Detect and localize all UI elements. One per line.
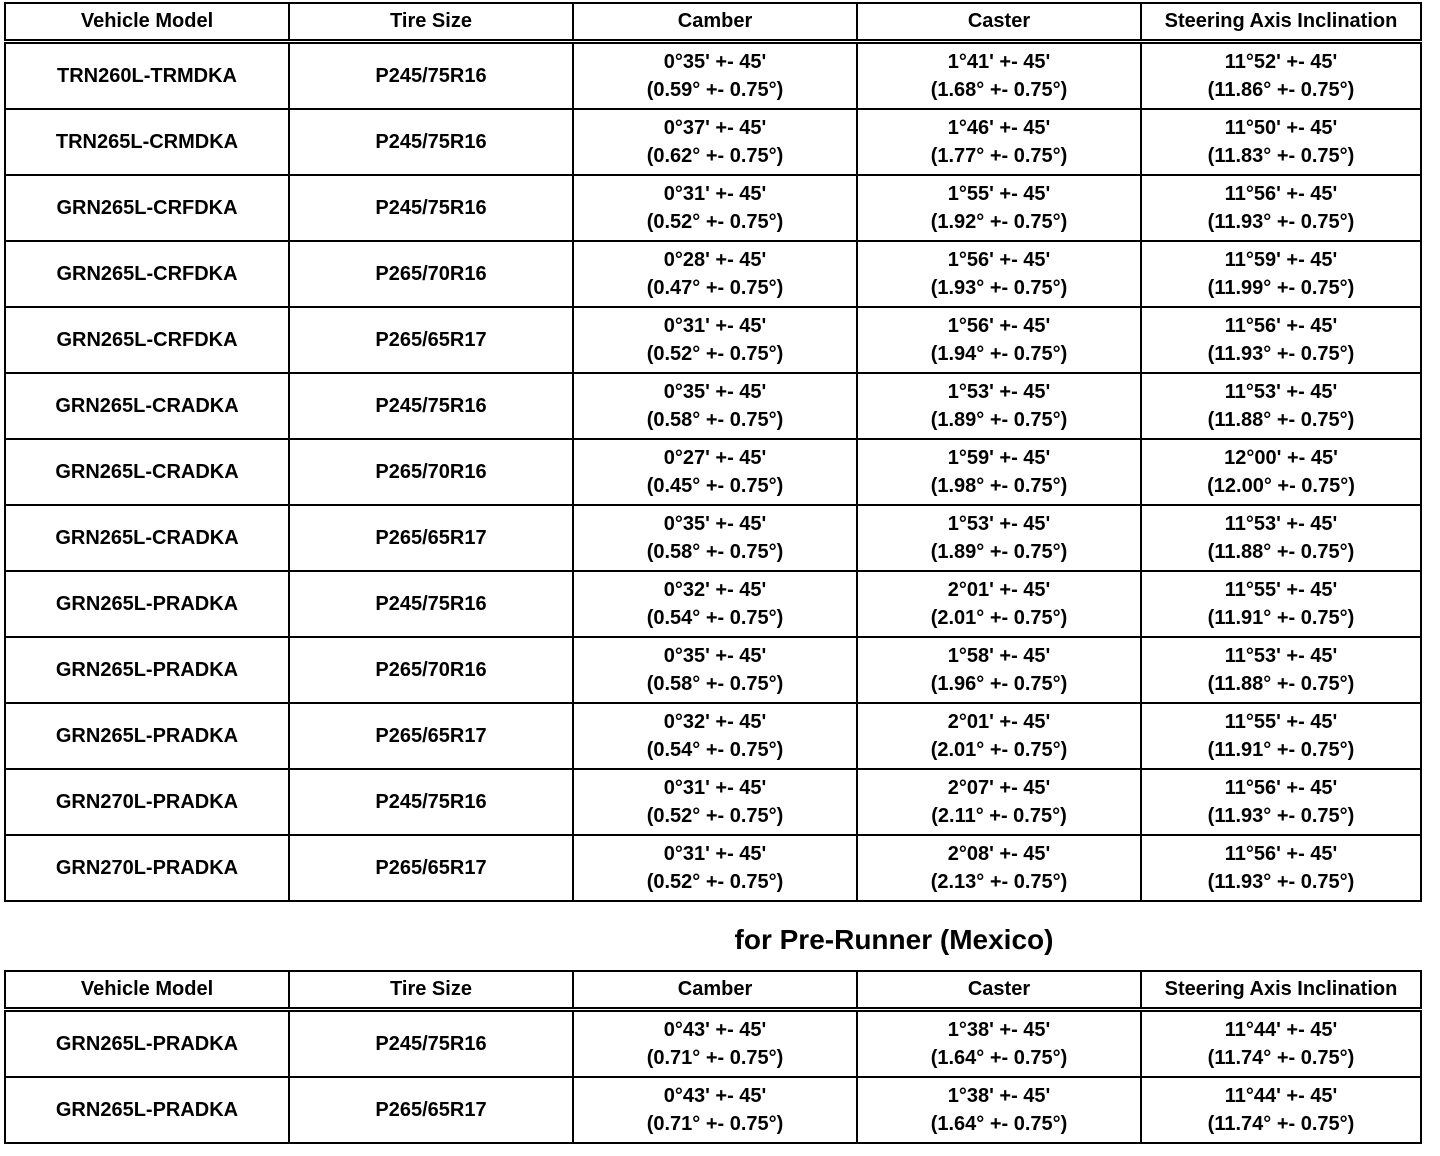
caster-decimal-degrees: (1.89° +- 0.75°) [930,541,1068,563]
sai-degrees-minutes: 11°59' +- 45' [1224,249,1338,271]
sai-decimal-degrees: (11.91° +- 0.75°) [1207,607,1355,629]
cell-tire-size: P265/70R16 [289,241,573,307]
camber-degrees-minutes: 0°35' +- 45' [663,513,767,535]
sai-degrees-minutes: 11°44' +- 45' [1224,1085,1338,1107]
caster-degrees-minutes: 1°56' +- 45' [947,315,1051,337]
header-caster: Caster [857,971,1141,1010]
cell-tire-size: P265/65R17 [289,1077,573,1143]
caster-degrees-minutes: 2°08' +- 45' [947,843,1051,865]
header-tire-size: Tire Size [289,3,573,42]
cell-tire-size: P245/75R16 [289,769,573,835]
caster-decimal-degrees: (1.96° +- 0.75°) [930,673,1068,695]
sai-decimal-degrees: (11.88° +- 0.75°) [1207,541,1355,563]
cell-tire-size: P245/75R16 [289,109,573,175]
header-vehicle-model: Vehicle Model [5,971,289,1010]
table-row [5,1010,1421,1078]
sai-degrees-minutes: 11°53' +- 45' [1224,645,1338,667]
cell-vehicle-model: GRN265L-PRADKA [5,571,289,637]
sai-decimal-degrees: (11.91° +- 0.75°) [1207,739,1355,761]
camber-degrees-minutes: 0°32' +- 45' [663,711,767,733]
cell-caster [857,1077,1141,1143]
camber-degrees-minutes: 0°43' +- 45' [663,1019,767,1041]
caster-decimal-degrees: (2.01° +- 0.75°) [930,739,1068,761]
camber-degrees-minutes: 0°37' +- 45' [663,117,767,139]
caster-degrees-minutes: 1°59' +- 45' [947,447,1051,469]
cell-vehicle-model: GRN265L-CRADKA [5,505,289,571]
caster-degrees-minutes: 2°01' +- 45' [947,711,1051,733]
table-header-row [5,971,1421,1010]
table-body [5,1010,1421,1144]
cell-vehicle-model: GRN265L-PRADKA [5,1010,289,1078]
cell-tire-size: P245/75R16 [289,1010,573,1078]
caster-degrees-minutes: 1°55' +- 45' [947,183,1051,205]
header-caster: Caster [857,3,1141,42]
camber-degrees-minutes: 0°35' +- 45' [663,51,767,73]
caster-decimal-degrees: (1.93° +- 0.75°) [930,277,1068,299]
sai-decimal-degrees: (11.93° +- 0.75°) [1207,211,1355,233]
header-camber: Camber [573,971,857,1010]
camber-decimal-degrees: (0.52° +- 0.75°) [646,211,784,233]
cell-tire-size: P265/65R17 [289,307,573,373]
camber-decimal-degrees: (0.52° +- 0.75°) [646,805,784,827]
cell-vehicle-model: GRN265L-CRFDKA [5,241,289,307]
cell-steering-axis-inclination [1141,1010,1421,1078]
sai-degrees-minutes: 11°53' +- 45' [1224,513,1338,535]
sai-decimal-degrees: (11.93° +- 0.75°) [1207,871,1355,893]
pre-runner-mexico-spec-table [4,970,1422,1144]
caster-degrees-minutes: 1°56' +- 45' [947,249,1051,271]
camber-decimal-degrees: (0.54° +- 0.75°) [646,607,784,629]
sai-degrees-minutes: 11°52' +- 45' [1224,51,1338,73]
cell-tire-size: P265/65R17 [289,505,573,571]
cell-vehicle-model: GRN265L-CRFDKA [5,175,289,241]
caster-degrees-minutes: 1°53' +- 45' [947,381,1051,403]
cell-tire-size: P265/65R17 [289,703,573,769]
camber-degrees-minutes: 0°31' +- 45' [663,183,767,205]
cell-camber [573,1010,857,1078]
cell-tire-size: P245/75R16 [289,571,573,637]
sai-degrees-minutes: 11°55' +- 45' [1224,579,1338,601]
sai-decimal-degrees: (11.83° +- 0.75°) [1207,145,1355,167]
sai-degrees-minutes: 11°56' +- 45' [1224,843,1338,865]
camber-decimal-degrees: (0.54° +- 0.75°) [646,739,784,761]
camber-decimal-degrees: (0.71° +- 0.75°) [646,1113,784,1135]
cell-vehicle-model: GRN265L-PRADKA [5,1077,289,1143]
camber-decimal-degrees: (0.58° +- 0.75°) [646,673,784,695]
camber-decimal-degrees: (0.47° +- 0.75°) [646,277,784,299]
caster-decimal-degrees: (2.01° +- 0.75°) [930,607,1068,629]
sai-decimal-degrees: (11.93° +- 0.75°) [1207,343,1355,365]
cell-vehicle-model: GRN265L-CRADKA [5,439,289,505]
camber-decimal-degrees: (0.59° +- 0.75°) [646,79,784,101]
camber-decimal-degrees: (0.58° +- 0.75°) [646,541,784,563]
camber-decimal-degrees: (0.52° +- 0.75°) [646,343,784,365]
caster-decimal-degrees: (1.68° +- 0.75°) [930,79,1068,101]
camber-degrees-minutes: 0°43' +- 45' [663,1085,767,1107]
cell-caster [857,1010,1141,1078]
camber-degrees-minutes: 0°35' +- 45' [663,645,767,667]
sai-degrees-minutes: 11°55' +- 45' [1224,711,1338,733]
cell-vehicle-model: TRN260L-TRMDKA [5,42,289,110]
camber-decimal-degrees: (0.71° +- 0.75°) [646,1047,784,1069]
cell-vehicle-model: GRN265L-PRADKA [5,703,289,769]
cell-vehicle-model: GRN270L-PRADKA [5,835,289,901]
caster-decimal-degrees: (2.13° +- 0.75°) [930,871,1068,893]
cell-tire-size: P245/75R16 [289,175,573,241]
caster-degrees-minutes: 1°38' +- 45' [947,1019,1051,1041]
cell-tire-size: P245/75R16 [289,42,573,110]
caster-degrees-minutes: 1°46' +- 45' [947,117,1051,139]
sai-decimal-degrees: (11.86° +- 0.75°) [1207,79,1355,101]
cell-vehicle-model: GRN270L-PRADKA [5,769,289,835]
header-tire-size: Tire Size [289,971,573,1010]
section-caption: for Pre-Runner (Mexico) [734,924,1054,955]
cell-steering-axis-inclination [1141,1077,1421,1143]
caster-decimal-degrees: (1.64° +- 0.75°) [930,1113,1068,1135]
camber-degrees-minutes: 0°31' +- 45' [663,843,767,865]
header-steering-axis-inclination: Steering Axis Inclination [1141,971,1421,1010]
caster-degrees-minutes: 1°38' +- 45' [947,1085,1051,1107]
sai-decimal-degrees: (11.93° +- 0.75°) [1207,805,1355,827]
header-vehicle-model: Vehicle Model [5,3,289,42]
sai-decimal-degrees: (11.74° +- 0.75°) [1207,1047,1355,1069]
camber-decimal-degrees: (0.58° +- 0.75°) [646,409,784,431]
header-steering-axis-inclination: Steering Axis Inclination [1141,3,1421,42]
camber-degrees-minutes: 0°31' +- 45' [663,315,767,337]
caster-decimal-degrees: (1.77° +- 0.75°) [930,145,1068,167]
caster-degrees-minutes: 1°53' +- 45' [947,513,1051,535]
caster-decimal-degrees: (1.98° +- 0.75°) [930,475,1068,497]
sai-decimal-degrees: (11.88° +- 0.75°) [1207,673,1355,695]
sai-degrees-minutes: 11°56' +- 45' [1224,183,1338,205]
cell-tire-size: P265/70R16 [289,637,573,703]
camber-decimal-degrees: (0.52° +- 0.75°) [646,871,784,893]
camber-degrees-minutes: 0°28' +- 45' [663,249,767,271]
caster-decimal-degrees: (1.64° +- 0.75°) [930,1047,1068,1069]
sai-decimal-degrees: (12.00° +- 0.75°) [1207,475,1355,497]
camber-degrees-minutes: 0°31' +- 45' [663,777,767,799]
caster-decimal-degrees: (1.94° +- 0.75°) [930,343,1068,365]
camber-degrees-minutes: 0°27' +- 45' [663,447,767,469]
cell-tire-size: P265/65R17 [289,835,573,901]
sai-degrees-minutes: 11°56' +- 45' [1224,315,1338,337]
sai-degrees-minutes: 11°56' +- 45' [1224,777,1338,799]
cell-camber [573,1077,857,1143]
caster-decimal-degrees: (1.89° +- 0.75°) [930,409,1068,431]
sai-decimal-degrees: (11.74° +- 0.75°) [1207,1113,1355,1135]
cell-vehicle-model: GRN265L-CRADKA [5,373,289,439]
caster-degrees-minutes: 2°07' +- 45' [947,777,1051,799]
camber-degrees-minutes: 0°35' +- 45' [663,381,767,403]
caster-degrees-minutes: 1°41' +- 45' [947,51,1051,73]
cell-vehicle-model: GRN265L-CRFDKA [5,307,289,373]
header-camber: Camber [573,3,857,42]
camber-degrees-minutes: 0°32' +- 45' [663,579,767,601]
sai-degrees-minutes: 11°50' +- 45' [1224,117,1338,139]
sai-degrees-minutes: 11°53' +- 45' [1224,381,1338,403]
camber-decimal-degrees: (0.62° +- 0.75°) [646,145,784,167]
camber-decimal-degrees: (0.45° +- 0.75°) [646,475,784,497]
caster-decimal-degrees: (2.11° +- 0.75°) [931,805,1067,827]
caster-degrees-minutes: 2°01' +- 45' [947,579,1051,601]
sai-decimal-degrees: (11.99° +- 0.75°) [1207,277,1355,299]
cell-tire-size: P245/75R16 [289,373,573,439]
cell-vehicle-model: TRN265L-CRMDKA [5,109,289,175]
sai-degrees-minutes: 11°44' +- 45' [1224,1019,1338,1041]
table-row [5,1077,1421,1143]
cell-tire-size: P265/70R16 [289,439,573,505]
cell-vehicle-model: GRN265L-PRADKA [5,637,289,703]
caster-decimal-degrees: (1.92° +- 0.75°) [930,211,1068,233]
sai-degrees-minutes: 12°00' +- 45' [1224,447,1338,469]
sai-decimal-degrees: (11.88° +- 0.75°) [1207,409,1355,431]
caster-degrees-minutes: 1°58' +- 45' [947,645,1051,667]
